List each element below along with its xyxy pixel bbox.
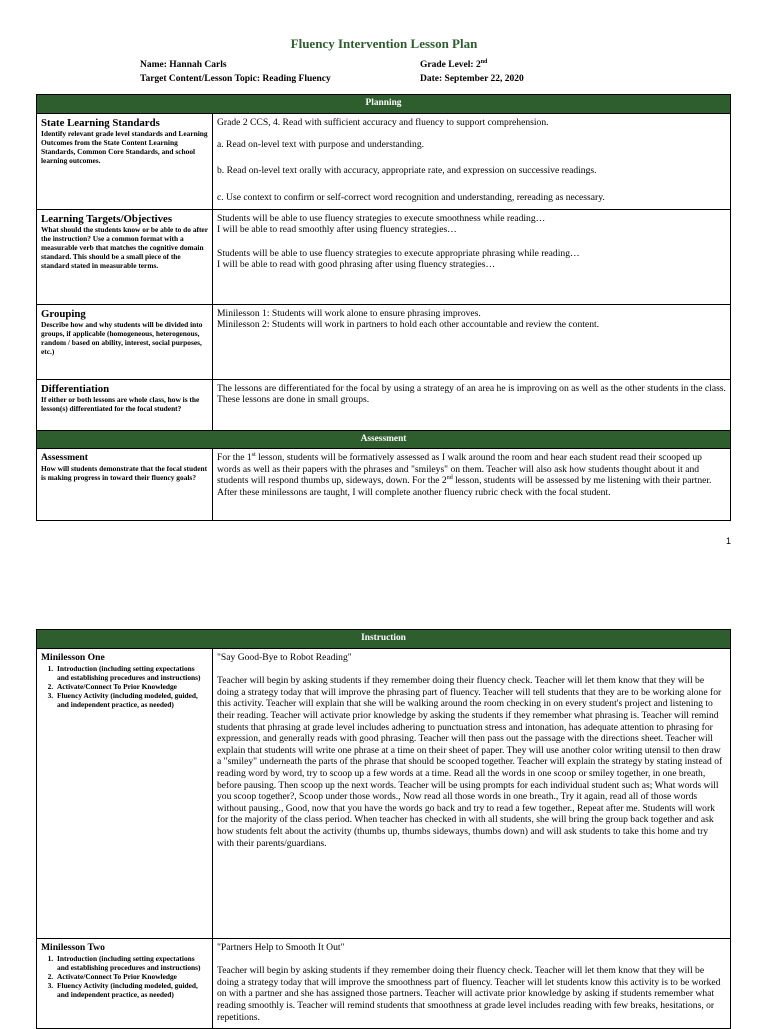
standards-content xyxy=(213,113,731,209)
minilesson-two-title: "Partners Help to Smooth It Out" xyxy=(217,941,345,953)
name-line xyxy=(140,60,227,70)
instruction-band: Instruction xyxy=(37,630,731,649)
standards-label-cell xyxy=(37,113,213,209)
differentiation-label-cell xyxy=(37,379,213,430)
minilesson-two-label-cell xyxy=(37,938,213,1028)
grouping-line: Minilesson 1: Students will work alone to ensure phrasing improves. xyxy=(217,307,481,319)
step-item: 3. Fluency Activity (including modeled, guided, and independent practice, as needed) xyxy=(55,691,208,709)
step-item: 1. Introduction (including setting expectations and establishing procedures and instructions) xyxy=(55,664,208,682)
grade-label: Grade Level: xyxy=(420,60,474,70)
grade-line xyxy=(420,60,487,70)
minilesson-two-content xyxy=(213,938,731,1028)
minilesson-one-title: "Say Good-Bye to Robot Reading" xyxy=(217,651,352,663)
ordinal-suffix: nd xyxy=(446,475,453,482)
grouping-description: Describe how and why students will be divided into groups, if applicable (homogeneous, heterogenous, random / based on ability, interest, social purposes, etc.) xyxy=(41,319,203,357)
instruction-table xyxy=(36,629,731,1029)
step-item: 2. Activate/Connect To Prior Knowledge xyxy=(55,972,208,981)
planning-table xyxy=(36,94,731,521)
grade-suffix: nd xyxy=(480,58,488,65)
grouping-content xyxy=(213,304,731,379)
assessment-row xyxy=(37,449,731,521)
minilesson-one-label-cell xyxy=(37,648,213,938)
ordinal-suffix: st xyxy=(251,452,256,458)
step-item: 2. Activate/Connect To Prior Knowledge xyxy=(55,682,208,691)
minilesson-one-heading: Minilesson One xyxy=(41,651,105,663)
minilesson-one-steps xyxy=(41,664,208,710)
assessment-band: Assessment xyxy=(37,430,731,449)
targets-heading: Learning Targets/Objectives xyxy=(41,212,173,225)
date-label: Date: xyxy=(420,74,443,84)
minilesson-two-heading: Minilesson Two xyxy=(41,941,105,953)
standards-heading: State Learning Standards xyxy=(41,116,160,129)
minilesson-two-body: Teacher will begin by asking students if they remember doing their fluency check. Teacher will let them know that they will be doing a strategy today that will improve the smoothness part of fluency. Teacher will let students know this activity is to be worked on with a partner and she has assigned those partners. Teacher will activate prior knowledge by asking if students remember what reading smoothly is. Teacher will remind students that smoothness at grade level includes reading with few breaks, hesitations, or repetitions. xyxy=(217,965,721,1023)
standards-description: Identify relevant grade level standards and Learning Outcomes from the State Content Learning Standards, Common Core Standards, and school learning outcomes. xyxy=(41,128,208,166)
step-item: 1. Introduction (including setting expectations and establishing procedures and instructions) xyxy=(55,954,208,972)
target-line: Students will be able to use fluency strategies to execute appropriate phrasing while reading… xyxy=(217,247,580,259)
minilesson-one-body: Teacher will begin by asking students if they remember doing their fluency check. Teacher will let them know that they will be doing a strategy today that will improve the phrasing part of fluency. Teacher will tell students that they are to be working alone for this activity. Teacher will explain that she will be walking around the room checking in on every student's project and listening to their reading. Teacher will activate prior knowledge by asking the students if they remember what phrasing is. Teacher will remind students that phrasing at grade level includes adhering to punctuation stress and intonation, has adequate attention to phrasing for expression, and generally reads with good phrasing. Teacher will then pass out the passage with the directions sheet. Teacher will explain that students will write one phrase at a time on their sheet of paper. They will use another color writing utensil to then draw a "smiley" underneath the parts of the phrase that should be scooped together. Teacher will explain the strategy by stating instead of reading word by word, try to scoop up a few words at a time. Read all the words in one scoop or smiley together, in one breath, before pausing. Then scoop up the next words. Teacher will be using prompts for each individual student such as; What words will you scoop together?, Scoop under those words., Now read all those words in one breath., Try it again, read all of those words without pausing., Good, now that you have the words go back and try to read a few together., Repeat after me. Students will work for the majority of the class period. When teacher has checked in with all students, she will bring the group back together and ask how students felt about the activity (thumbs up, thumbs sideways, thumbs down) and will ask students to take this home and try with their parents/guardians. xyxy=(217,675,723,849)
topic-value: Reading Fluency xyxy=(262,74,331,84)
assessment-content xyxy=(213,449,731,521)
minilesson-one-row xyxy=(37,648,731,938)
assessment-text: lesson, students will be formatively assessed as I walk around the room and hear each student read their scooped up words as well as their papers with the phrases and "smileys" on them. Teacher will also ask how students thought about it and students will respond thumbs up, sideways, down. For the 2 xyxy=(217,452,702,487)
target-line: I will be able to read with good phrasing after using fluency strategies… xyxy=(217,259,496,271)
grade-value: 2 xyxy=(475,60,481,70)
differentiation-content: The lessons are differentiated for the focal by using a strategy of an area he is improving on as well as the other students in the class. These lessons are done in small groups. xyxy=(213,379,731,430)
grouping-label-cell xyxy=(37,304,213,379)
grouping-heading: Grouping xyxy=(41,307,86,320)
differentiation-heading: Differentiation xyxy=(41,382,110,395)
assessment-label-cell xyxy=(37,449,213,521)
target-line: I will be able to read smoothly after using fluency strategies… xyxy=(217,224,457,236)
page-title: Fluency Intervention Lesson Plan xyxy=(290,36,478,51)
differentiation-row xyxy=(37,379,731,430)
minilesson-two-steps xyxy=(41,954,208,1000)
date-line xyxy=(420,74,524,84)
targets-content xyxy=(213,209,731,304)
targets-row xyxy=(37,209,731,304)
assessment-text: For the 1 xyxy=(217,452,252,464)
differentiation-description: If either or both lessons are whole class, how is the lesson(s) differentiated for the focal student? xyxy=(41,394,200,413)
step-item: 3. Fluency Activity (including modeled, guided, and independent practice, as needed) xyxy=(55,981,208,999)
topic-line xyxy=(140,74,331,84)
name-value: Hannah Carls xyxy=(169,60,227,70)
assessment-heading: Assessment xyxy=(41,452,88,464)
topic-label: Target Content/Lesson Topic: xyxy=(140,74,260,84)
grouping-row xyxy=(37,304,731,379)
page-number: 1 xyxy=(726,536,732,546)
standard-line: Grade 2 CCS, 4. Read with sufficient accuracy and fluency to support comprehension. xyxy=(217,116,549,128)
targets-label-cell xyxy=(37,209,213,304)
minilesson-two-row xyxy=(37,938,731,1028)
date-value: September 22, 2020 xyxy=(444,74,524,84)
standard-line: c. Use context to confirm or self-correct word recognition and understanding, rereading as necessary. xyxy=(217,192,605,204)
targets-description: What should the students know or be able to do after the instruction? Use a common format with a measurable verb that matches the cognitive domain standard. This should be a small piece of the standard stated in measurable terms. xyxy=(41,224,208,271)
assessment-text: lesson, students will be assessed by me listening with their partner. After these minilessons are taught, I will complete another fluency rubric check with the focal student. xyxy=(217,475,712,498)
target-line: Students will be able to use fluency strategies to execute smoothness while reading… xyxy=(217,212,546,224)
standard-line: b. Read on-level text orally with accuracy, appropriate rate, and expression on successive readings. xyxy=(217,164,597,176)
minilesson-one-content xyxy=(213,648,731,938)
planning-band: Planning xyxy=(37,95,731,114)
standards-row xyxy=(37,113,731,209)
name-label: Name: xyxy=(140,60,167,70)
grouping-line: Minilesson 2: Students will work in partners to hold each other accountable and review the content. xyxy=(217,319,600,331)
standard-line: a. Read on-level text with purpose and understanding. xyxy=(217,139,425,151)
assessment-description: How will students demonstrate that the focal student is making progress in toward their fluency goals? xyxy=(41,464,208,483)
